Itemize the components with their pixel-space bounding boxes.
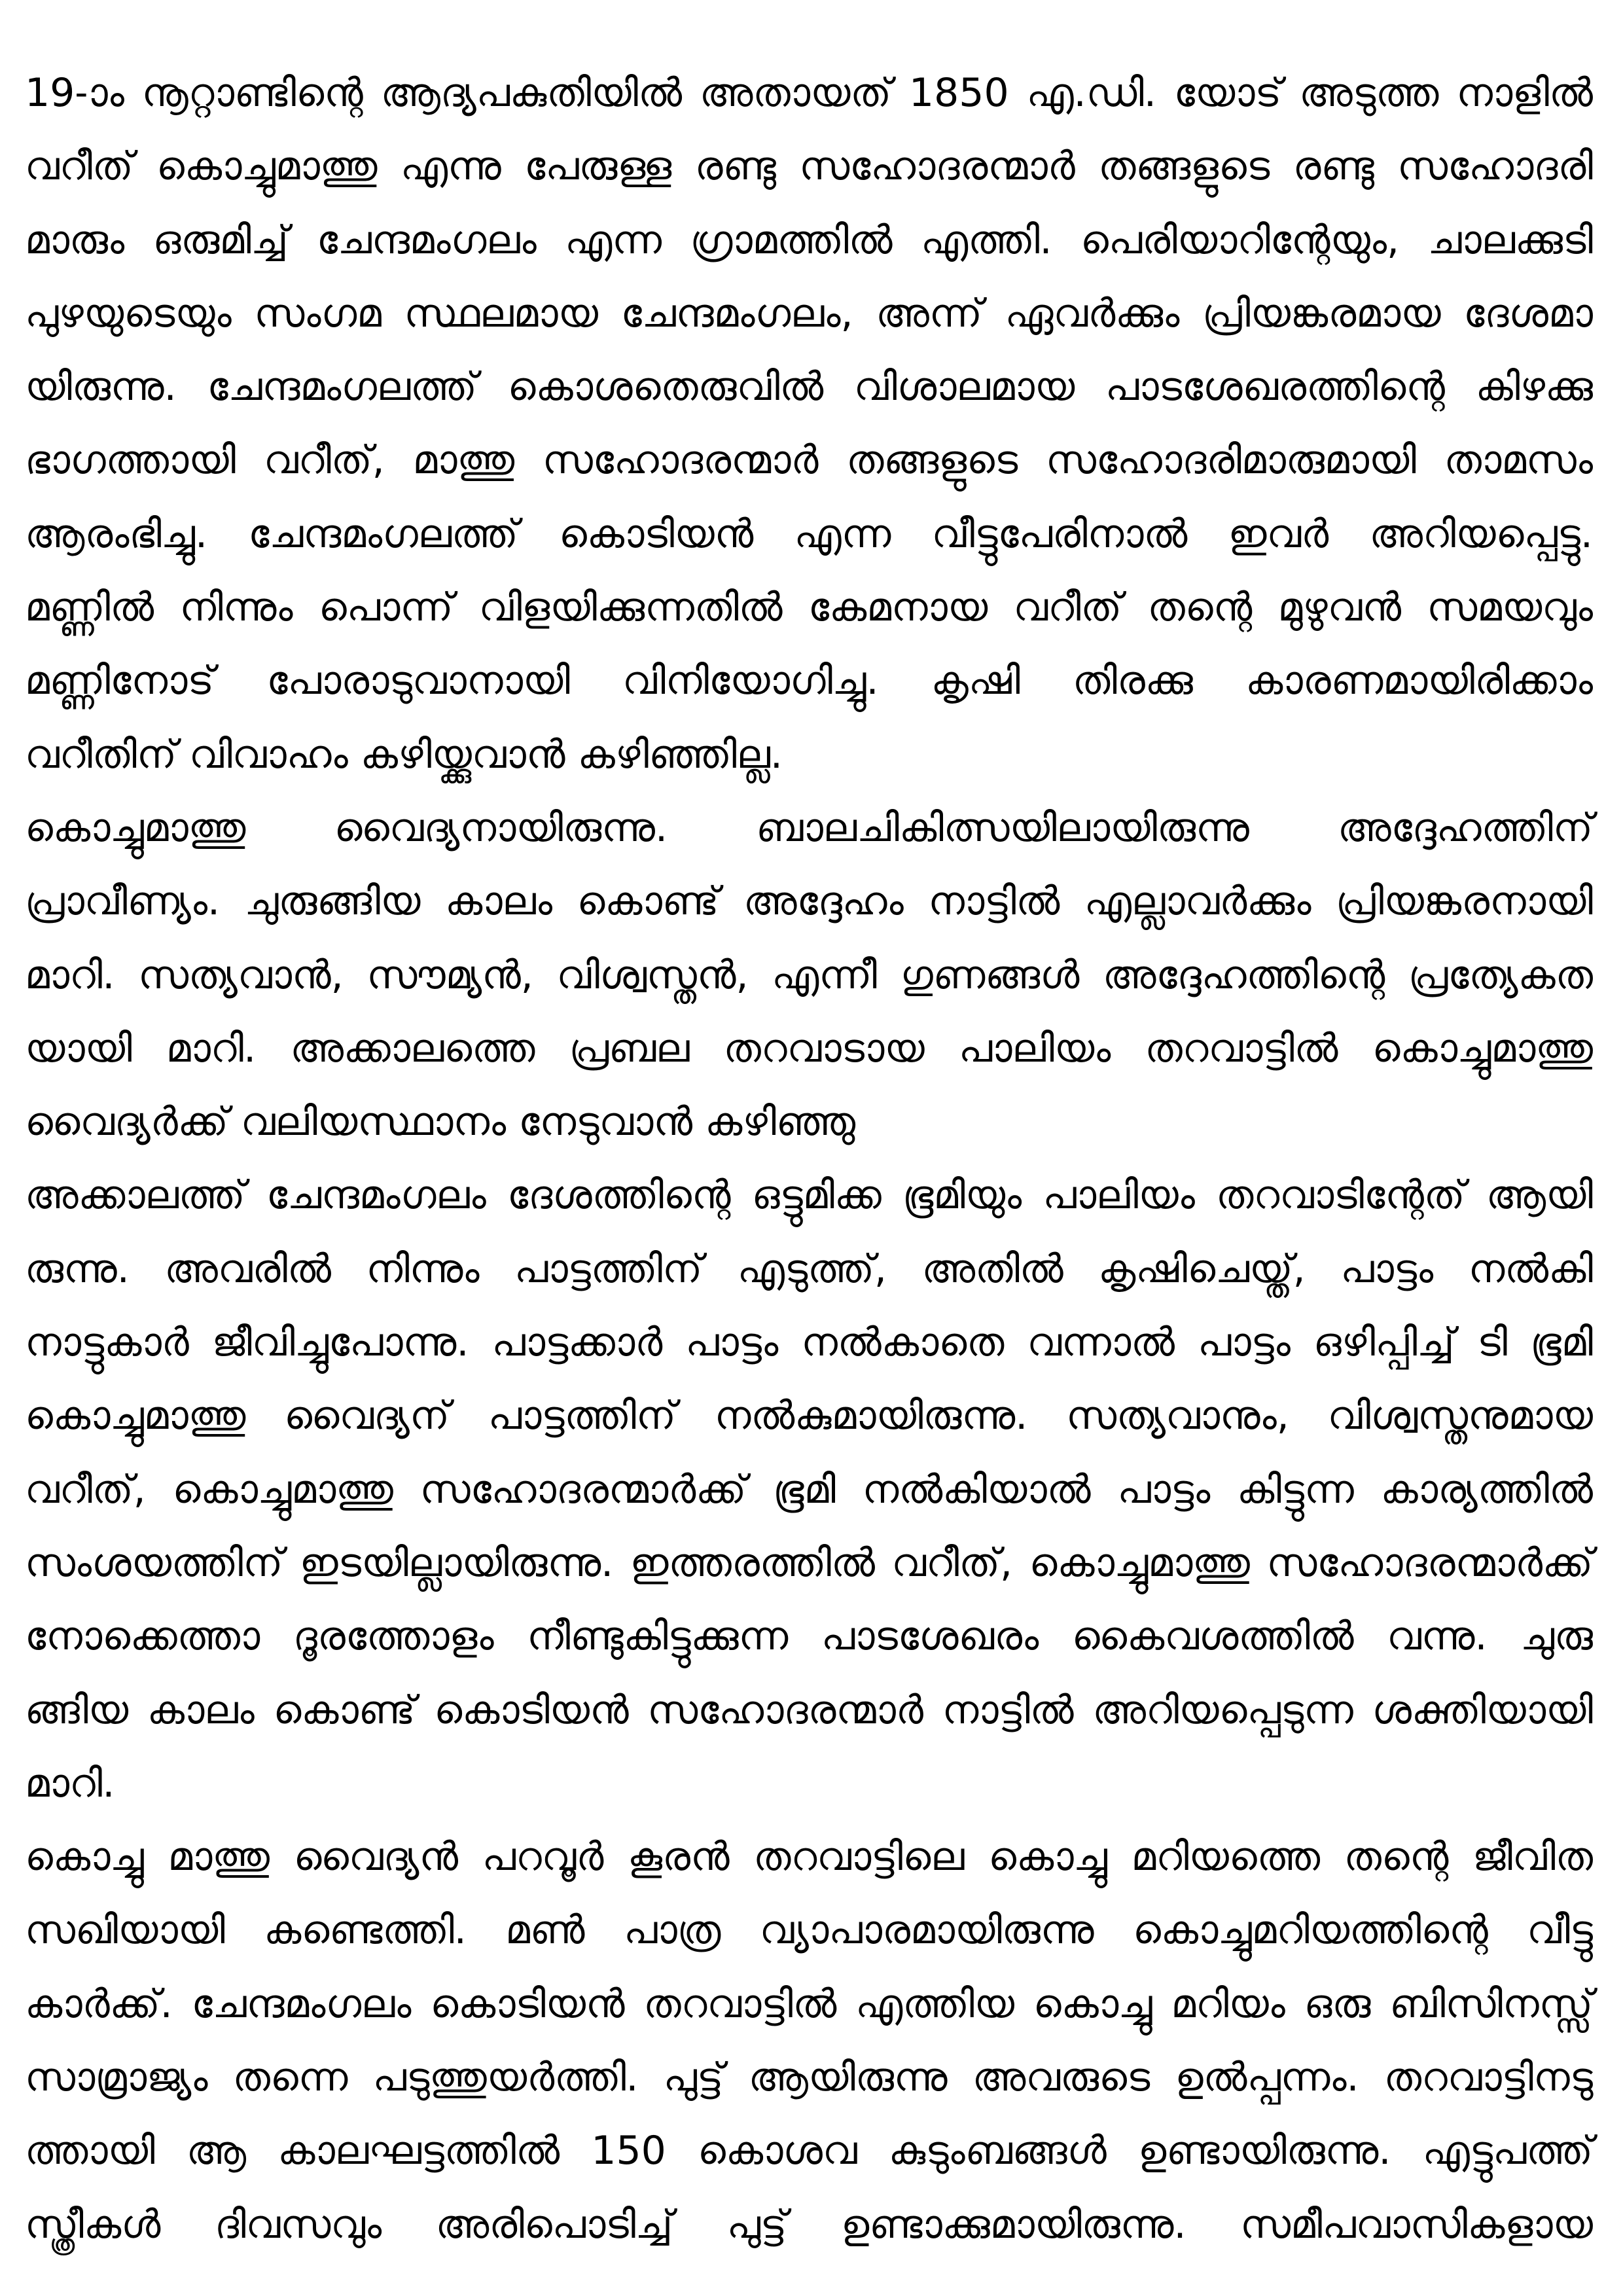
text-line-20: വറീത്, കൊച്ചുമാത്തു സഹോദരന്മാർക്ക് ഭൂമി നൽകിയാൽ പാട്ടം കിട്ടുന്ന കാര്യത്തിൽ <box>25 1466 1593 1513</box>
text-line-26: സഖിയായി കണ്ടെത്തി. മൺ പാത്ര വ്യാപാരമായിരുന്നു കൊച്ചുമറിയത്തിന്റെ വീട്ടു <box>25 1907 1593 1954</box>
text-line-30: സ്ത്രീകൾ ദിവസവും അരിപൊടിച്ച് പുട്ട് ഉണ്ടാക്കുമായിരുന്നു. സമീപവാസികളായ <box>25 2201 1593 2248</box>
text-line-28: സാമ്രാജ്യം തന്നെ പടുത്തുയർത്തി. പുട്ട് ആയിരുന്നു അവരുടെ ഉൽപ്പന്നം. തറവാട്ടിനടു <box>25 2054 1593 2101</box>
text-line-16: അക്കാലത്ത് ചേന്ദമംഗലം ദേശത്തിന്റെ ഒട്ടുമിക്ക ഭൂമിയും പാലിയം തറവാടിന്റേത് ആയി <box>25 1172 1593 1219</box>
text-line-21: സംശയത്തിന് ഇടയില്ലായിരുന്നു. ഇത്തരത്തിൽ വറീത്, കൊച്ചുമാത്തു സഹോദരന്മാർക്ക് <box>25 1539 1593 1586</box>
text-line-22: നോക്കെത്താ ദൂരത്തോളം നീണ്ടുകിട്ടുക്കുന്ന പാടശേഖരം കൈവശത്തിൽ വന്നു. ചുരു <box>25 1613 1593 1660</box>
text-line-10: വറീതിന് വിവാഹം കഴിയ്ക്കുവാൻ കഴിഞ്ഞില്ല. <box>25 731 783 778</box>
text-line-29: ത്തായി ആ കാലഘട്ടത്തിൽ 150 കൊശവ കുടുംബങ്ങൾ ഉണ്ടായിരുന്നു. എട്ടുപത്ത് <box>25 2128 1593 2174</box>
text-line-14: യായി മാറി. അക്കാലത്തെ പ്രബല തറവാടായ പാലിയം തറവാട്ടിൽ കൊച്ചുമാത്തു <box>25 1025 1593 1071</box>
text-line-27: കാർക്ക്. ചേന്ദമംഗലം കൊടിയൻ തറവാട്ടിൽ എത്തിയ കൊച്ചു മറിയം ഒരു ബിസിനസ്സ് <box>25 1981 1593 2027</box>
text-line-24: മാറി. <box>25 1760 115 1806</box>
text-line-7: ആരംഭിച്ചു. ചേന്ദമംഗലത്ത് കൊടിയൻ എന്ന വീട്ടുപേരിനാൽ ഇവർ അറിയപ്പെട്ടു. <box>25 511 1593 557</box>
text-line-3: മാരും ഒരുമിച്ച് ചേന്ദമംഗലം എന്ന ഗ്രാമത്തിൽ എത്തി. പെരിയാറിന്റേയും, ചാലക്കുടി <box>25 217 1593 263</box>
text-line-25: കൊച്ചു മാത്തു വൈദ്യൻ പറവൂർ കൂരൻ തറവാട്ടിലെ കൊച്ചു മറിയത്തെ തന്റെ ജീവിത <box>25 1834 1593 1880</box>
text-line-12: പ്രാവീണ്യം. ചുരുങ്ങിയ കാലം കൊണ്ട് അദ്ദേഹം നാട്ടിൽ എല്ലാവർക്കും പ്രിയങ്കരനായി <box>25 878 1593 925</box>
text-line-17: രുന്നു. അവരിൽ നിന്നും പാട്ടത്തിന് എടുത്ത്, അതിൽ കൃഷിചെയ്ത്, പാട്ടം നൽകി <box>25 1246 1593 1292</box>
text-line-9: മണ്ണിനോട് പോരാടുവാനായി വിനിയോഗിച്ചു. കൃഷി തിരക്കു കാരണമായിരിക്കാം <box>25 658 1593 704</box>
text-line-11: കൊച്ചുമാത്തു വൈദ്യനായിരുന്നു. ബാലചികിത്സയിലായിരുന്നു അദ്ദേഹത്തിന് <box>25 804 1593 851</box>
text-line-15: വൈദ്യർക്ക് വലിയസ്ഥാനം നേടുവാൻ കഴിഞ്ഞു <box>25 1099 856 1145</box>
text-line-5: യിരുന്നു. ചേന്ദമംഗലത്ത് കൊശതെരുവിൽ വിശാലമായ പാടശേഖരത്തിന്റെ കിഴക്കു <box>25 364 1593 410</box>
text-line-13: മാറി. സത്യവാൻ, സൗമ്യൻ, വിശ്വസ്തൻ, എന്നീ ഗുണങ്ങൾ അദ്ദേഹത്തിന്റെ പ്രത്യേകത <box>25 952 1593 998</box>
text-line-6: ഭാഗത്തായി വറീത്, മാത്തു സഹോദരന്മാർ തങ്ങളുടെ സഹോദരിമാരുമായി താമസം <box>25 437 1593 484</box>
text-line-2: വറീത് കൊച്ചുമാത്തു എന്നു പേരുള്ള രണ്ടു സഹോദരന്മാർ തങ്ങളുടെ രണ്ടു സഹോദരി <box>25 143 1593 190</box>
text-line-8: മണ്ണിൽ നിന്നും പൊന്ന് വിളയിക്കുന്നതിൽ കേമനായ വറീത് തന്റെ മുഴുവൻ സമയവും <box>25 584 1593 631</box>
text-line-18: നാട്ടുകാർ ജീവിച്ചുപോന്നു. പാട്ടക്കാർ പാട്ടം നൽകാതെ വന്നാൽ പാട്ടം ഒഴിപ്പിച്ച് ടി ഭൂമി <box>25 1319 1593 1366</box>
text-line-19: കൊച്ചുമാത്തു വൈദ്യന് പാട്ടത്തിന് നൽകുമായിരുന്നു. സത്യവാനും, വിശ്വസ്തനുമായ <box>25 1393 1593 1439</box>
text-line-4: പുഴയുടെയും സംഗമ സ്ഥലമായ ചേന്ദമംഗലം, അന്ന് ഏവർക്കും പ്രിയങ്കരമായ ദേശമാ <box>25 290 1593 336</box>
text-line-23: ങ്ങിയ കാലം കൊണ്ട് കൊടിയൻ സഹോദരന്മാർ നാട്ടിൽ അറിയപ്പെടുന്ന ശക്തിയായി <box>25 1687 1593 1733</box>
text-line-1: 19-ാം നൂറ്റാണ്ടിന്റെ ആദ്യപകുതിയിൽ അതായത് 1850 എ.ഡി. യോട് അടുത്ത നാളിൽ <box>25 70 1593 116</box>
